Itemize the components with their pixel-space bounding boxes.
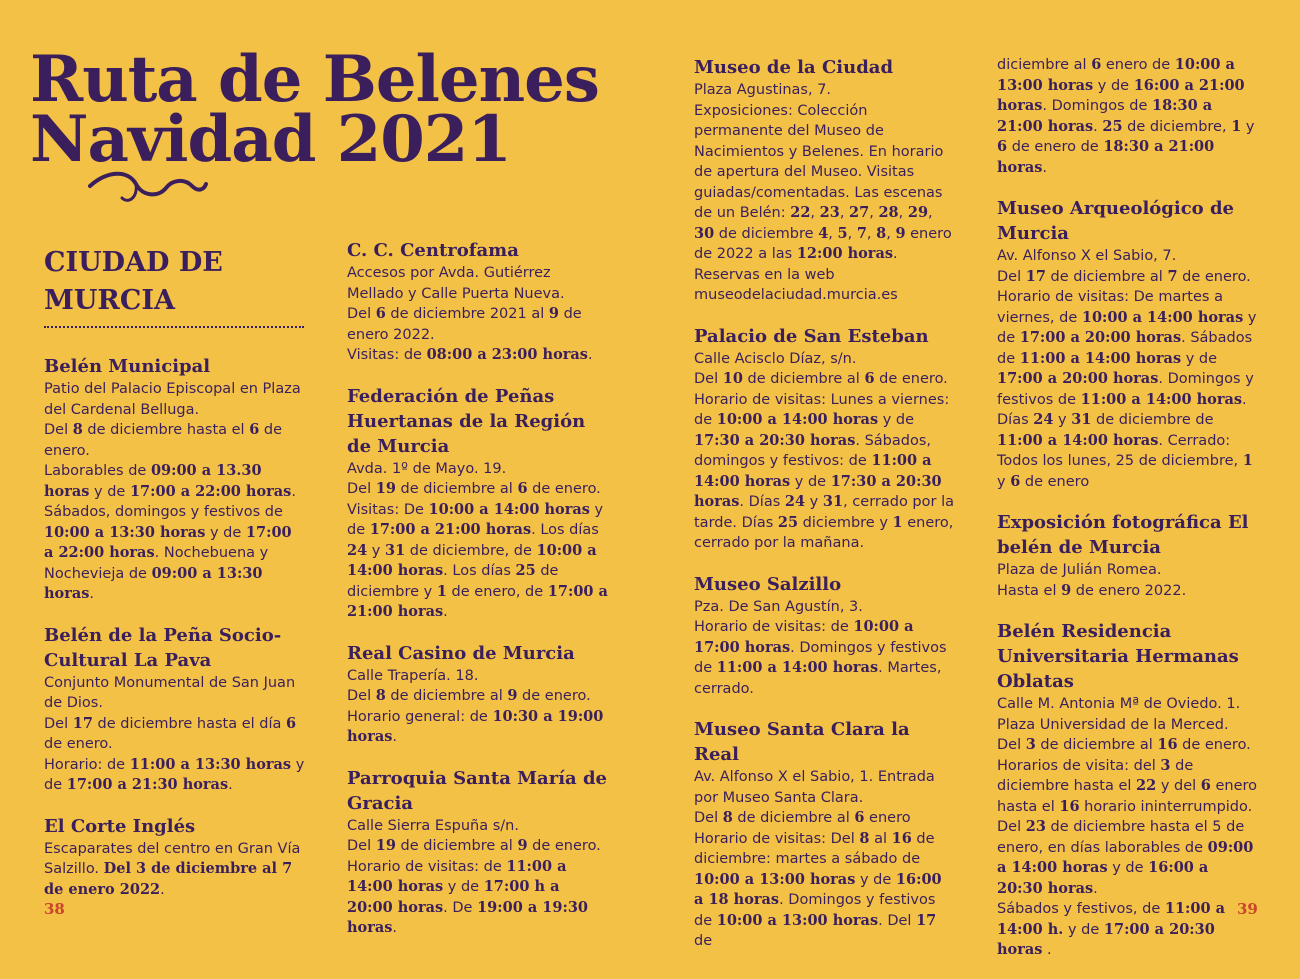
- detail-text: .: [1042, 942, 1052, 958]
- detail-text: ,: [839, 205, 850, 221]
- detail-text: de diciembre hasta el día: [92, 715, 287, 732]
- detail-text: . Los días: [443, 563, 516, 579]
- venue-name: Museo de la Ciudad: [694, 57, 894, 78]
- section-heading: CIUDAD DE MURCIA: [44, 247, 223, 316]
- detail-text: y de: [1107, 860, 1149, 876]
- detail-text: y de: [1063, 921, 1104, 938]
- detail-text: de enero.: [44, 422, 283, 459]
- highlight-text: 09:00 a 13.30 horas: [44, 462, 262, 500]
- venue-details: [44, 379, 306, 605]
- detail-text: Calle M. Antonia Mª de Oviedo. 1. Plaza Universidad de la Merced.: [997, 696, 1241, 733]
- detail-text: . Sábados, domingos y festivos: de: [694, 432, 932, 469]
- highlight-text: 17:00 a 22:00 horas: [129, 482, 292, 500]
- venue-details: [997, 560, 1259, 601]
- detail-text: Horario de visitas: Lunes a viernes: de: [694, 391, 950, 428]
- highlight-text: 1: [892, 513, 903, 531]
- venue-entry: [997, 510, 1259, 601]
- highlight-text: 17:00 a 20:00 horas: [1019, 329, 1182, 346]
- detail-text: . Martes, cerrado.: [694, 660, 942, 697]
- highlight-text: 5: [837, 224, 848, 242]
- highlight-text: 10:00 a 14:00 horas: [347, 541, 597, 579]
- highlight-text: 18:30 a 21:00 horas: [997, 97, 1213, 135]
- detail-text: Horarios de visita: del: [997, 757, 1161, 774]
- highlight-text: 10:00 a 14:00 horas: [1081, 308, 1244, 326]
- highlight-text: 10:00 a 13:00 horas: [694, 870, 856, 888]
- venue-name: Belén de la Peña Socio-Cultural La Pava: [44, 624, 282, 671]
- detail-text: ,: [886, 225, 896, 242]
- venue-name: C. C. Centrofama: [347, 240, 519, 261]
- detail-text: Horario de visitas: de: [347, 858, 507, 875]
- highlight-text: 10:00 a 13:30 horas: [44, 523, 206, 541]
- detail-text: Av. Alfonso X el Sabio, 7.: [997, 248, 1177, 264]
- detail-text: y de: [855, 871, 896, 888]
- highlight-text: 19:00 a 19:30 horas: [347, 898, 589, 936]
- highlight-text: 17:30 a 20:30 horas: [694, 431, 856, 449]
- detail-text: de diciembre hasta el: [997, 757, 1194, 794]
- detail-text: .: [443, 604, 448, 620]
- highlight-text: 11:00 a 13:30 horas: [129, 755, 292, 773]
- detail-text: y de: [1181, 350, 1218, 367]
- detail-text: y de: [878, 412, 915, 428]
- detail-text: Del: [694, 810, 723, 826]
- detail-text: . Sábados de: [997, 330, 1253, 367]
- detail-text: . Del: [878, 912, 917, 929]
- detail-text: de enero 2022.: [1071, 582, 1187, 599]
- highlight-text: 11:00 a 14:00 horas: [1080, 390, 1243, 408]
- column-3: [694, 55, 956, 970]
- highlight-text: 18:30 a 21:00 horas: [997, 138, 1215, 176]
- venue-entry: [694, 572, 956, 700]
- detail-text: Visitas: de: [347, 347, 427, 363]
- highlight-text: 29: [907, 204, 929, 221]
- highlight-text: 09:00 a 13:30 horas: [44, 564, 263, 602]
- venue-details: [694, 597, 956, 700]
- highlight-text: 11:00 a 14:00 horas: [997, 431, 1159, 449]
- detail-text: .: [392, 729, 398, 745]
- highlight-text: 24: [347, 541, 368, 559]
- detail-text: Visitas: De: [347, 501, 429, 518]
- highlight-text: 17:00 a 22:00 horas: [44, 523, 292, 561]
- venue-details: [694, 349, 956, 554]
- venue-name: Museo Santa Clara la Real: [694, 719, 910, 765]
- highlight-text: 9: [517, 837, 528, 854]
- highlight-text: 12:00 horas: [796, 245, 893, 262]
- detail-text: .: [893, 246, 898, 262]
- detail-text: y de: [997, 309, 1257, 346]
- venue-name: Museo Arqueológico de Murcia: [997, 198, 1234, 244]
- venue-name: Museo Salzillo: [694, 573, 842, 595]
- highlight-text: 31: [822, 493, 844, 510]
- venue-entry: [694, 717, 956, 952]
- highlight-text: 10:30 a 19:00 horas: [347, 707, 604, 745]
- venue-details: [694, 767, 956, 952]
- venue-entry: [347, 641, 609, 748]
- venue-name: Federación de Peñas Huertanas de la Región de Murcia: [347, 385, 586, 457]
- highlight-text: 19: [375, 480, 396, 497]
- venue-details: [347, 816, 609, 939]
- section-divider: [44, 326, 304, 328]
- highlight-text: 31: [385, 541, 406, 559]
- detail-text: . Nochebuena y Nochevieja de: [44, 545, 269, 582]
- highlight-text: 30: [694, 224, 715, 242]
- venue-entry: [347, 766, 609, 939]
- highlight-text: 6: [864, 370, 875, 387]
- highlight-text: 8: [859, 829, 870, 847]
- highlight-text: 31: [1071, 411, 1092, 428]
- highlight-text: 25: [1102, 117, 1123, 135]
- detail-text: de enero 2022.: [347, 306, 582, 343]
- detail-text: al: [869, 830, 892, 847]
- detail-text: ,: [869, 205, 879, 221]
- detail-text: y de: [44, 756, 305, 793]
- detail-text: Del: [347, 688, 376, 704]
- venue-name: Palacio de San Esteban: [694, 325, 929, 347]
- title-line-1: Ruta de Belenes: [30, 42, 599, 117]
- detail-text: Calle Acisclo Díaz, s/n.: [694, 350, 857, 367]
- detail-text: ,: [810, 205, 820, 221]
- highlight-text: 7: [1167, 267, 1178, 285]
- venue-entry: [694, 324, 956, 554]
- detail-text: Del: [347, 838, 376, 854]
- detail-text: Sábados, domingos y festivos de: [44, 504, 283, 520]
- detail-text: de enero: [1020, 473, 1090, 490]
- detail-text: de diciembre al: [1035, 737, 1158, 753]
- venue-details: [347, 666, 609, 748]
- detail-text: . Domingos y festivos de: [694, 639, 947, 676]
- detail-text: horario ininterrumpido. Del: [997, 798, 1253, 835]
- highlight-text: 28: [878, 204, 899, 221]
- highlight-text: 11:00 a 14:00 h.: [997, 900, 1226, 938]
- detail-text: de diciembre: martes a sábado de: [694, 830, 935, 867]
- venue-details: [44, 673, 306, 796]
- detail-text: .: [291, 483, 296, 500]
- detail-text: y de: [443, 879, 484, 895]
- detail-text: de diciembre al: [1045, 268, 1168, 285]
- detail-text: . De: [443, 899, 478, 916]
- highlight-text: 25: [515, 562, 536, 579]
- title-line-2: Navidad 2021: [30, 102, 511, 177]
- detail-text: de diciembre: [714, 225, 819, 242]
- venue-details: [997, 694, 1259, 961]
- detail-text: Conjunto Monumental de San Juan de Dios.: [44, 674, 296, 711]
- detail-text: y de: [205, 524, 246, 541]
- highlight-text: 16:00 a 20:30 horas: [997, 859, 1209, 897]
- detail-text: Laborables de: [44, 463, 151, 479]
- highlight-text: 25: [777, 513, 799, 531]
- detail-text: y del: [1156, 778, 1201, 794]
- highlight-text: Del 3 de diciembre al 7 de enero 2022: [44, 860, 293, 898]
- detail-text: Avda. 1º de Mayo. 19.: [347, 460, 507, 477]
- detail-text: ,: [828, 225, 838, 242]
- detail-text: Del: [347, 306, 376, 322]
- detail-text: Pza. De San Agustín, 3.: [694, 598, 863, 615]
- highlight-text: 6: [1010, 472, 1021, 490]
- detail-text: .: [1042, 159, 1048, 176]
- venue-entry: [997, 55, 1259, 178]
- detail-text: ,: [898, 205, 908, 221]
- detail-text: enero de: [1101, 57, 1175, 73]
- detail-text: de diciembre,: [1122, 118, 1232, 135]
- detail-text: Horario de visitas: De martes a viernes, de: [997, 289, 1223, 326]
- detail-text: Accesos por Avda. Gutiérrez Mellado y Calle Puerta Nueva.: [347, 265, 565, 302]
- detail-text: Hasta el: [997, 582, 1062, 599]
- column-4: [997, 55, 1259, 979]
- venue-details: [997, 246, 1259, 492]
- detail-text: . Cerrado: Todos los lunes, 25 de diciembre,: [997, 432, 1243, 469]
- detail-text: y de: [790, 473, 831, 490]
- highlight-text: 11:00 a 14:00 horas: [347, 857, 567, 895]
- highlight-text: 17:00 a 20:30 horas: [997, 920, 1215, 958]
- detail-text: diciembre y: [798, 514, 893, 531]
- column-1: [44, 354, 306, 918]
- detail-text: . Domingos y festivos de: [997, 371, 1254, 408]
- title-flourish-ornament: [88, 168, 208, 208]
- detail-text: de diciembre al: [732, 810, 855, 826]
- venue-entry: [44, 354, 306, 605]
- highlight-text: 17:30 a 20:30 horas: [694, 472, 942, 510]
- highlight-text: 7: [856, 224, 867, 242]
- highlight-text: 17:00 a 21:30 horas: [66, 776, 229, 793]
- detail-text: y: [1241, 118, 1255, 135]
- highlight-text: 10:00 a 14:00 horas: [428, 500, 590, 518]
- detail-text: Horario de visitas: Del: [694, 830, 860, 847]
- venue-details: [347, 459, 609, 623]
- venue-name: Parroquia Santa María de Gracia: [347, 767, 607, 814]
- highlight-text: 6: [854, 809, 865, 826]
- highlight-text: 1: [1242, 452, 1253, 469]
- detail-text: ,: [866, 225, 877, 242]
- detail-text: de enero.: [874, 371, 948, 387]
- highlight-text: 6: [997, 138, 1008, 155]
- venue-name: El Corte Inglés: [44, 815, 196, 837]
- detail-text: y de: [1093, 77, 1134, 94]
- detail-text: de enero.: [527, 838, 601, 854]
- detail-text: enero: [864, 810, 911, 826]
- detail-text: Del: [44, 715, 73, 732]
- detail-text: y: [1053, 412, 1072, 428]
- highlight-text: 10: [722, 370, 743, 387]
- detail-text: de diciembre 2021 al: [385, 306, 549, 322]
- highlight-text: 24: [1033, 411, 1054, 428]
- venue-name: Real Casino de Murcia: [347, 642, 575, 664]
- detail-text: enero hasta el: [997, 778, 1258, 815]
- highlight-text: 16: [1157, 736, 1178, 753]
- venue-entry: [694, 55, 956, 306]
- venue-entry: [44, 814, 306, 901]
- detail-text: .: [1093, 118, 1103, 135]
- highlight-text: 10:00 a 13:00 horas: [716, 911, 879, 929]
- detail-text: .: [228, 777, 233, 793]
- detail-text: ,: [847, 225, 857, 242]
- detail-text: . Domingos de: [1042, 98, 1152, 114]
- venue-name: Belén Residencia Universitaria Hermanas Oblatas: [997, 621, 1239, 692]
- highlight-text: 10:00 a 14:00 horas: [716, 411, 879, 428]
- highlight-text: 11:00 a 14:00 horas: [694, 452, 932, 490]
- highlight-text: 17:00 a 21:00 horas: [347, 582, 608, 620]
- highlight-text: 1: [1231, 117, 1242, 135]
- highlight-text: 9: [895, 224, 906, 242]
- highlight-text: 16:00 a 21:00 horas: [997, 76, 1245, 114]
- venue-entry: [347, 384, 609, 623]
- detail-text: de diciembre hasta el: [82, 422, 250, 438]
- venue-entry: [347, 238, 609, 366]
- highlight-text: 6: [1200, 777, 1211, 794]
- highlight-text: 6: [375, 305, 386, 322]
- detail-text: de diciembre de: [1091, 412, 1214, 428]
- detail-text: Escaparates del centro en Gran Vía Salzillo.: [44, 840, 301, 877]
- highlight-text: 9: [1061, 581, 1072, 599]
- detail-text: de enero.: [1177, 268, 1251, 285]
- highlight-text: 19: [375, 837, 396, 854]
- highlight-text: 9: [507, 687, 518, 704]
- detail-text: Plaza Agustinas, 7.: [694, 82, 832, 98]
- highlight-text: 8: [722, 809, 733, 826]
- detail-text: Calle Sierra Espuña s/n.: [347, 817, 519, 834]
- detail-text: Horario: de: [44, 756, 130, 773]
- detail-text: .: [392, 920, 398, 936]
- detail-text: de diciembre y: [347, 563, 559, 600]
- detail-text: enero, cerrado por la mañana.: [694, 514, 954, 551]
- venue-name: Exposición fotográfica El belén de Murcia: [997, 512, 1249, 558]
- venue-entry: [997, 196, 1259, 492]
- venue-details: [44, 839, 306, 901]
- highlight-text: 17:00 a 20:00 horas: [997, 370, 1159, 387]
- detail-text: . Días: [997, 391, 1247, 428]
- venue-details: [694, 80, 956, 306]
- highlight-text: 16:00 a 18 horas: [694, 870, 942, 908]
- highlight-text: 3: [1025, 736, 1036, 753]
- highlight-text: 11:00 a 14:00 horas: [1019, 349, 1182, 367]
- highlight-text: 6: [286, 714, 297, 732]
- detail-text: de diciembre hasta el 5 de enero, en días laborables de: [997, 819, 1245, 856]
- detail-text: . Domingos y festivos de: [694, 892, 936, 929]
- detail-text: Av. Alfonso X el Sabio, 1. Entrada por Museo Santa Clara.: [694, 769, 935, 806]
- detail-text: Del: [347, 481, 376, 497]
- detail-text: de enero.: [527, 481, 601, 497]
- detail-text: .: [587, 347, 593, 363]
- highlight-text: 22: [790, 204, 811, 221]
- highlight-text: 17: [916, 911, 937, 929]
- detail-text: Del: [694, 371, 723, 387]
- detail-text: Reservas en la web museodelaciudad.murcia.es: [694, 266, 898, 303]
- detail-text: de diciembre al: [385, 688, 508, 704]
- highlight-text: 16: [1059, 797, 1080, 815]
- detail-text: Horario de visitas: de: [694, 619, 854, 635]
- detail-text: .: [160, 881, 165, 898]
- detail-text: y de: [347, 501, 604, 538]
- detail-text: de enero, de: [446, 583, 548, 600]
- detail-text: de enero.: [44, 736, 113, 752]
- venue-details: [347, 263, 609, 366]
- highlight-text: 6: [249, 421, 260, 438]
- highlight-text: 23: [819, 204, 840, 221]
- page-title: [30, 42, 599, 177]
- detail-text: Exposiciones: Colección permanente del Museo de Nacimientos y Belenes. En horario de apertura del Museo. Visitas guiadas/comentadas. Las escenas de un Belén:: [694, 102, 944, 221]
- detail-text: y: [997, 473, 1011, 490]
- highlight-text: 27: [849, 204, 870, 221]
- detail-text: de diciembre al: [395, 838, 518, 854]
- highlight-text: 17: [72, 714, 93, 732]
- highlight-text: 17: [1025, 267, 1046, 285]
- detail-text: diciembre al: [997, 57, 1092, 73]
- detail-text: y de: [89, 483, 130, 500]
- highlight-text: 6: [517, 480, 528, 497]
- venue-entry: [44, 623, 306, 796]
- detail-text: Del: [44, 422, 73, 438]
- detail-text: . Días: [739, 494, 785, 510]
- highlight-text: 9: [548, 305, 559, 322]
- page-number-right: 39: [1237, 900, 1258, 918]
- highlight-text: 8: [72, 421, 83, 438]
- detail-text: Del: [997, 737, 1026, 753]
- detail-text: Sábados y festivos, de: [997, 901, 1165, 917]
- detail-text: Horario general: de: [347, 708, 493, 725]
- highlight-text: 09:00 a 14:00 horas: [997, 838, 1254, 876]
- detail-text: de: [694, 933, 713, 949]
- highlight-text: 24: [784, 493, 806, 510]
- highlight-text: 6: [1091, 56, 1102, 73]
- highlight-text: 23: [1025, 818, 1046, 835]
- highlight-text: 4: [818, 224, 829, 242]
- detail-text: Calle Trapería. 18.: [347, 667, 479, 684]
- detail-text: de enero de: [1007, 139, 1104, 155]
- highlight-text: 17:00 h a 20:00 horas: [347, 878, 560, 916]
- detail-text: de enero.: [1177, 737, 1251, 753]
- detail-text: Patio del Palacio Episcopal en Plaza del Cardenal Belluga.: [44, 381, 301, 418]
- venue-name: Belén Municipal: [44, 356, 211, 377]
- highlight-text: 1: [436, 582, 447, 600]
- detail-text: ,: [928, 205, 933, 221]
- highlight-text: 3: [1160, 756, 1171, 774]
- highlight-text: 11:00 a 14:00 horas: [716, 659, 879, 676]
- highlight-text: 16: [891, 829, 912, 847]
- detail-text: . Los días: [531, 522, 599, 538]
- detail-text: Plaza de Julián Romea.: [997, 562, 1162, 578]
- highlight-text: 8: [375, 687, 386, 704]
- highlight-text: 22: [1136, 777, 1157, 794]
- highlight-text: 10:00 a 13:00 horas: [997, 56, 1235, 94]
- column-2: [347, 238, 609, 957]
- detail-text: de enero.: [517, 688, 591, 704]
- detail-text: .: [1093, 880, 1098, 897]
- detail-text: y: [805, 494, 823, 510]
- detail-text: Del: [997, 268, 1026, 285]
- detail-text: de diciembre al: [395, 481, 518, 497]
- venue-entry: [997, 619, 1259, 961]
- detail-text: de diciembre, de: [405, 542, 537, 559]
- detail-text: de diciembre al: [742, 371, 865, 387]
- venue-details: [997, 55, 1259, 178]
- detail-text: , cerrado por la tarde. Días: [694, 494, 954, 531]
- highlight-text: 08:00 a 23:00 horas: [426, 346, 588, 363]
- page-number-left: 38: [44, 900, 65, 918]
- highlight-text: 17:00 a 21:00 horas: [369, 521, 532, 538]
- detail-text: .: [89, 586, 95, 602]
- highlight-text: 8: [876, 224, 887, 242]
- highlight-text: 10:00 a 17:00 horas: [694, 618, 914, 656]
- detail-text: enero de 2022 a las: [694, 225, 952, 262]
- detail-text: y: [367, 542, 385, 559]
